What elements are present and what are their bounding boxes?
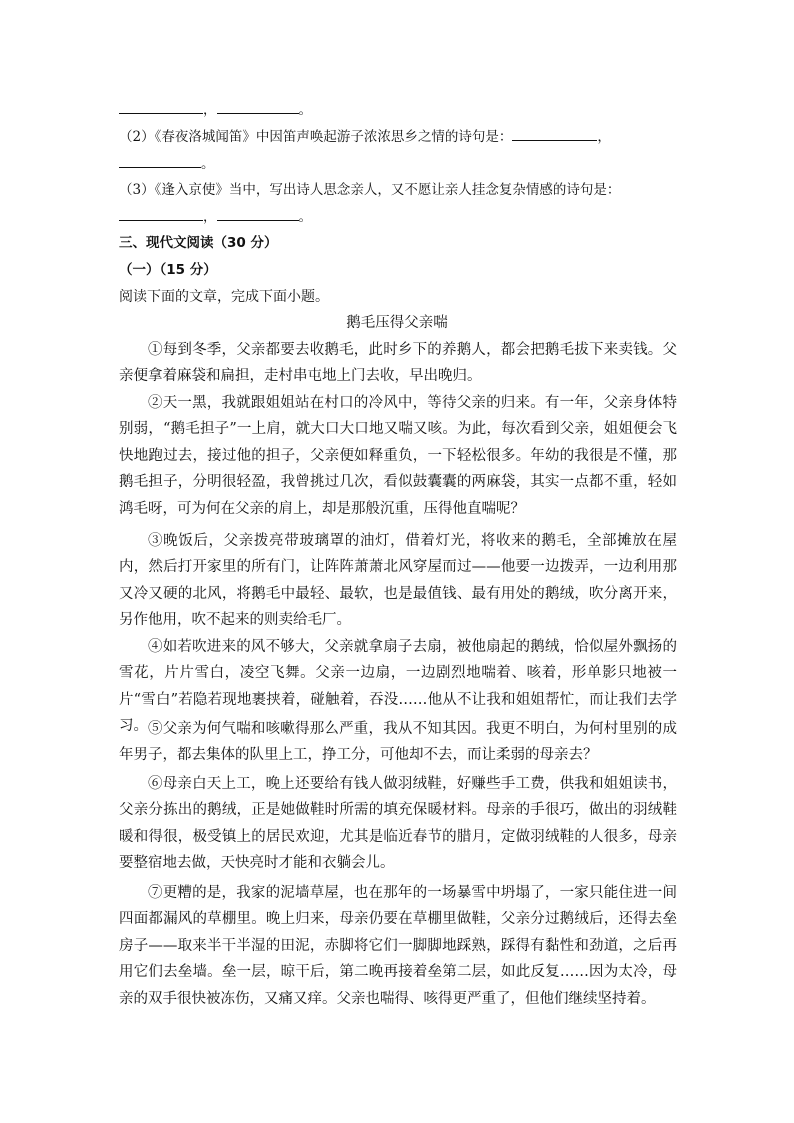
terminator: 。 — [298, 209, 312, 225]
question-3-text: （3）《逢入京使》当中，写出诗人思念亲人，又不愿让亲人挂念复杂情感的诗句是： — [119, 182, 621, 198]
separator: ， — [597, 129, 611, 145]
article-paragraph-7: ⑦更糟的是，我家的泥墙草屋，也在那年的一场暴雪中坍塌了，一家只能住进一间四面都漏风的草棚里。晚上归来，母亲仍要在草棚里做鞋，父亲分过鹅绒后，还得去垒房子——取来半干半湿的田泥，赤脚将它们一脚脚地踩熟，踩得有黏性和劲道，之后再用它们去垒墙。垒一层，晾干后，第二晚再接着垒第二层，如此反复……因为太冷，母亲的双手很快被冻伤，又痛又痒。父亲也喘得、咳得更严重了，但他们继续坚持着。 — [119, 885, 677, 1007]
reading-instruction: 阅读下面的文章，完成下面小题。 — [119, 289, 329, 305]
answer-blank[interactable] — [512, 126, 597, 141]
article-paragraph-1: ①每到冬季，父亲都要去收鹅毛，此时乡下的养鹅人，都会把鹅毛拔下来卖钱。父亲便拿着麻袋和扁担，走村串屯地上门去收，早出晚归。 — [119, 342, 677, 385]
answer-blank[interactable] — [217, 99, 299, 114]
article-paragraph-3: ③晚饭后，父亲拨亮带玻璃罩的油灯，借着灯光，将收来的鹅毛，全部摊放在屋内，然后打开家里的所有门，让阵阵萧萧北风穿屋而过——他要一边拨弄，一边利用那又冷又硬的北风，将鹅毛中最轻、最软，也是最值钱、最有用处的鹅绒，吹分离开来，另作他用，吹不起来的则卖给毛厂。 — [119, 533, 677, 629]
question-3-answer-line — [119, 206, 312, 227]
sub-section-heading: （一）（15 分） — [119, 262, 217, 278]
answer-blank[interactable] — [119, 206, 203, 221]
answer-blank[interactable] — [217, 206, 299, 221]
answer-line-1 — [119, 99, 312, 120]
question-2-text: （2）《春夜洛城闻笛》中因笛声唤起游子浓浓思乡之情的诗句是： — [119, 129, 513, 145]
article-paragraph-6: ⑥母亲白天上工，晚上还要给有钱人做羽绒鞋，好赚些手工费，供我和姐姐读书，父亲分拣出的鹅绒，正是她做鞋时所需的填充保暖材料。母亲的手很巧，做出的羽绒鞋暖和得很，极受镇上的居民欢迎，尤其是临近春节的腊月，定做羽绒鞋的人很多，母亲要整宿地去做，天快亮时才能和衣躺会儿。 — [119, 776, 677, 872]
question-2-continuation — [119, 153, 215, 174]
article-paragraph-4: ④如若吹进来的风不够大，父亲就拿扇子去扇，被他扇起的鹅绒，恰似屋外飘扬的雪花，片片雪白，凌空飞舞。父亲一边扇，一边剧烈地喘着、咳着，形单影只地被一片“雪白”若隐若现地裹挟着，碰触着，吞没……他从不让我和姐姐帮忙，而让我们去学习。 — [119, 639, 677, 735]
separator: ， — [203, 102, 217, 118]
article-paragraph-2: ②天一黑，我就跟姐姐站在村口的冷风中，等待父亲的归来。有一年，父亲身体特别弱，“鹅毛担子”一上肩，就大口大口地又喘又咳。为此，每次看到父亲，姐姐便会飞快地跑过去，接过他的担子，父亲便如释重负，一下轻松很多。年幼的我很是不懂，那鹅毛担子，分明很轻盈，我曾挑过几次，看似鼓囊囊的两麻袋，其实一点都不重，轻如鸿毛呀，可为何在父亲的肩上，却是那般沉重，压得他直喘呢？ — [119, 395, 677, 517]
question-3 — [119, 180, 620, 200]
answer-blank[interactable] — [119, 153, 201, 168]
separator: ， — [203, 209, 217, 225]
terminator: 。 — [201, 156, 215, 172]
section-heading: 三、现代文阅读（30 分） — [119, 235, 278, 251]
answer-blank[interactable] — [119, 99, 203, 114]
article-title: 鹅毛压得父亲喘 — [346, 315, 448, 331]
article-paragraph-5: ⑤父亲为何气喘和咳嗽得那么严重，我从不知其因。我更不明白，为何村里别的成年男子，都去集体的队里上工，挣工分，可他却不去，而让柔弱的母亲去？ — [119, 721, 677, 764]
terminator: 。 — [298, 102, 312, 118]
question-2 — [119, 126, 611, 147]
